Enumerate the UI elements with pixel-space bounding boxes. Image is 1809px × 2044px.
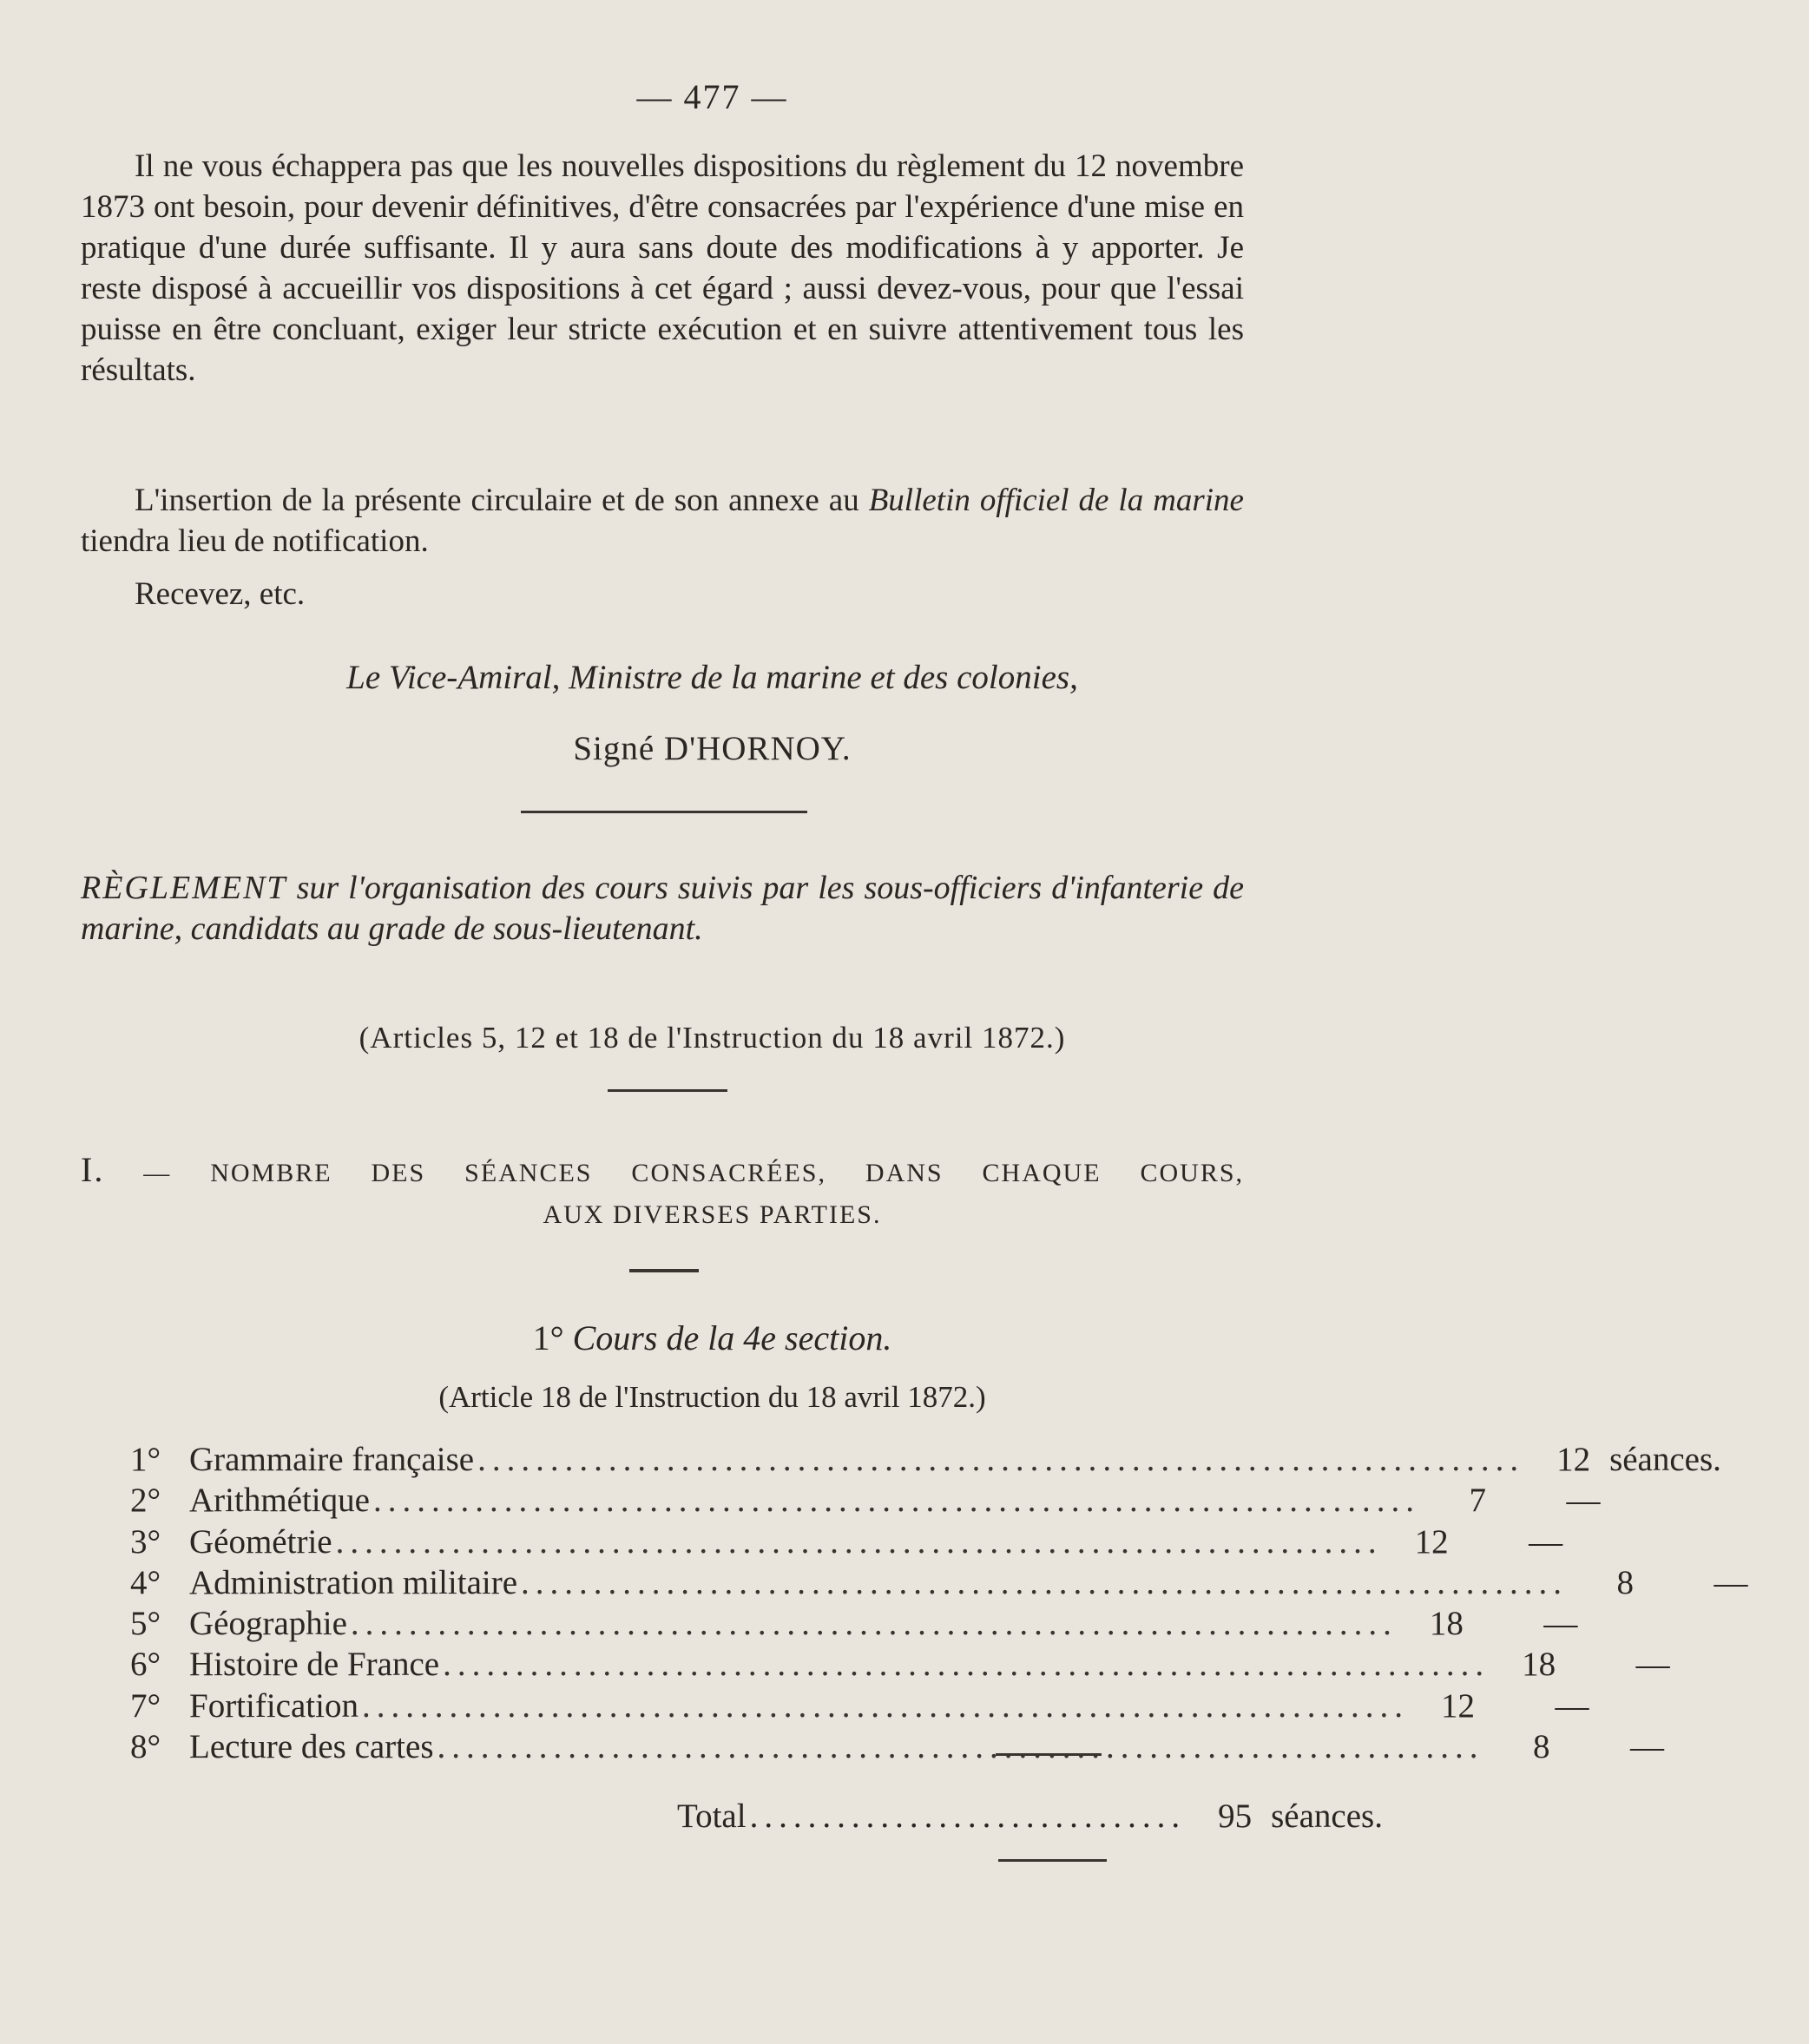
insertion-text-after: tiendra lieu de notification. <box>81 523 429 559</box>
list-item <box>130 1603 1578 1644</box>
separator-rule <box>629 1269 699 1272</box>
list-item <box>130 1726 1664 1767</box>
course-name: Cours de la 4e section. <box>572 1318 892 1357</box>
closing-paragraph <box>81 574 1244 615</box>
item-index: 2° <box>130 1482 161 1520</box>
reglement-lead: RÈGLEMENT <box>81 870 287 906</box>
item-index: 3° <box>130 1522 161 1561</box>
list-item <box>130 1480 1601 1521</box>
item-name: Géographie <box>189 1605 347 1643</box>
section-title-line2: AUX DIVERSES PARTIES. <box>543 1200 882 1229</box>
closing-text: Recevez, etc. <box>135 576 306 612</box>
item-name: Fortification <box>189 1686 359 1725</box>
item-value: 18 <box>1522 1646 1556 1684</box>
page-number: — 477 — <box>636 77 788 116</box>
item-unit: — <box>1635 1646 1670 1684</box>
sum-rule <box>996 1753 1102 1756</box>
item-value: 12 <box>1556 1441 1591 1478</box>
item-name: Lecture des cartes <box>189 1728 434 1766</box>
section-heading <box>81 1140 1244 1204</box>
leader-dots: ........................................................................ <box>335 1522 1383 1561</box>
paragraph-text: Il ne vous échappera pas que les nouvelles dispositions du règlement du 12 novembre 1873 ont besoin, pour devenir définitives, d'être consacrées par l'expérience d'une mise en pratique d'une durée suffisante. Il y aura sans doute des modifications à y apporter. Je reste disposé à accueillir vos dispositions à cet égard ; aussi devez-vous, pour que l'essai puisse en être concluant, exiger leur stricte exécution et en suivre attentivement tous les résultats. <box>81 148 1244 388</box>
item-unit: — <box>1543 1605 1578 1643</box>
leader-dots: ........................................................................ <box>350 1605 1398 1643</box>
item-value: 12 <box>1414 1522 1449 1561</box>
item-index: 5° <box>130 1605 161 1643</box>
item-name: Grammaire française <box>189 1441 475 1478</box>
leader-dots: ........................................................................ <box>521 1563 1569 1601</box>
course-reference: (Article 18 de l'Instruction du 18 avril 1872.) <box>438 1380 986 1414</box>
item-name: Géométrie <box>189 1522 332 1561</box>
section-number: I. <box>81 1150 105 1189</box>
item-name: Arithmétique <box>189 1482 370 1520</box>
leader-dots: ........................................................................ <box>361 1686 1409 1725</box>
end-rule <box>998 1859 1107 1862</box>
item-name: Administration militaire <box>189 1563 518 1601</box>
item-unit: séances. <box>1609 1441 1721 1478</box>
item-value: 7 <box>1469 1482 1486 1520</box>
item-index: 4° <box>130 1563 161 1601</box>
list-item <box>130 1562 1748 1603</box>
insertion-paragraph <box>81 480 1244 562</box>
item-index: 1° <box>130 1441 161 1478</box>
item-name: Histoire de France <box>189 1646 440 1684</box>
reglement-heading <box>81 868 1244 950</box>
bulletin-title: Bulletin officiel de la marine <box>868 483 1244 518</box>
leader-dots: ........................................................................ <box>443 1646 1490 1684</box>
total-value: 95 <box>1218 1798 1253 1835</box>
item-unit: — <box>1566 1482 1601 1520</box>
item-value: 18 <box>1429 1605 1464 1643</box>
total-unit: séances. <box>1271 1798 1383 1835</box>
separator-rule <box>608 1089 727 1092</box>
reglement-reference: (Articles 5, 12 et 18 de l'Instruction du 18 avril 1872.) <box>359 1021 1066 1055</box>
leader-dots: ........................................................................ <box>437 1728 1484 1766</box>
item-value: 12 <box>1440 1686 1475 1725</box>
course-title <box>0 1318 1424 1358</box>
item-unit: — <box>1555 1686 1589 1725</box>
list-item <box>130 1439 1721 1480</box>
reglement-text: sur l'organisation des cours suivis par les sous-officiers d'infanterie de marine, candidats au grade de sous-lieutenant. <box>81 870 1244 947</box>
item-unit: — <box>1630 1728 1664 1766</box>
section-title-line1: — NOMBRE DES SÉANCES CONSACRÉES, DANS CHAQUE COURS, <box>143 1159 1245 1187</box>
leader-dots: ........................................................................ <box>372 1482 1420 1520</box>
insertion-text-before: L'insertion de la présente circulaire et de son annexe au <box>135 483 869 518</box>
total-label: Total <box>677 1798 747 1835</box>
list-item <box>130 1644 1670 1685</box>
item-value: 8 <box>1616 1563 1635 1601</box>
leader-dots: ........................................................................ <box>477 1441 1525 1478</box>
item-unit: — <box>1529 1522 1563 1561</box>
signature-name: Signé D'HORNOY. <box>573 730 852 767</box>
item-unit: — <box>1714 1563 1748 1601</box>
total-row <box>677 1797 1383 1836</box>
signature-title: Le Vice-Amiral, Ministre de la marine et des colonies, <box>346 659 1078 696</box>
separator-rule <box>521 811 807 813</box>
item-index: 6° <box>130 1646 161 1684</box>
item-index: 7° <box>130 1686 161 1725</box>
course-list <box>130 1439 1748 1767</box>
leader-dots: .............................. <box>749 1798 1187 1835</box>
course-number: 1° <box>532 1318 564 1357</box>
list-item <box>130 1686 1589 1726</box>
item-value: 8 <box>1533 1728 1550 1766</box>
body-paragraph <box>81 146 1244 391</box>
list-item <box>130 1521 1563 1562</box>
item-index: 8° <box>130 1728 161 1766</box>
